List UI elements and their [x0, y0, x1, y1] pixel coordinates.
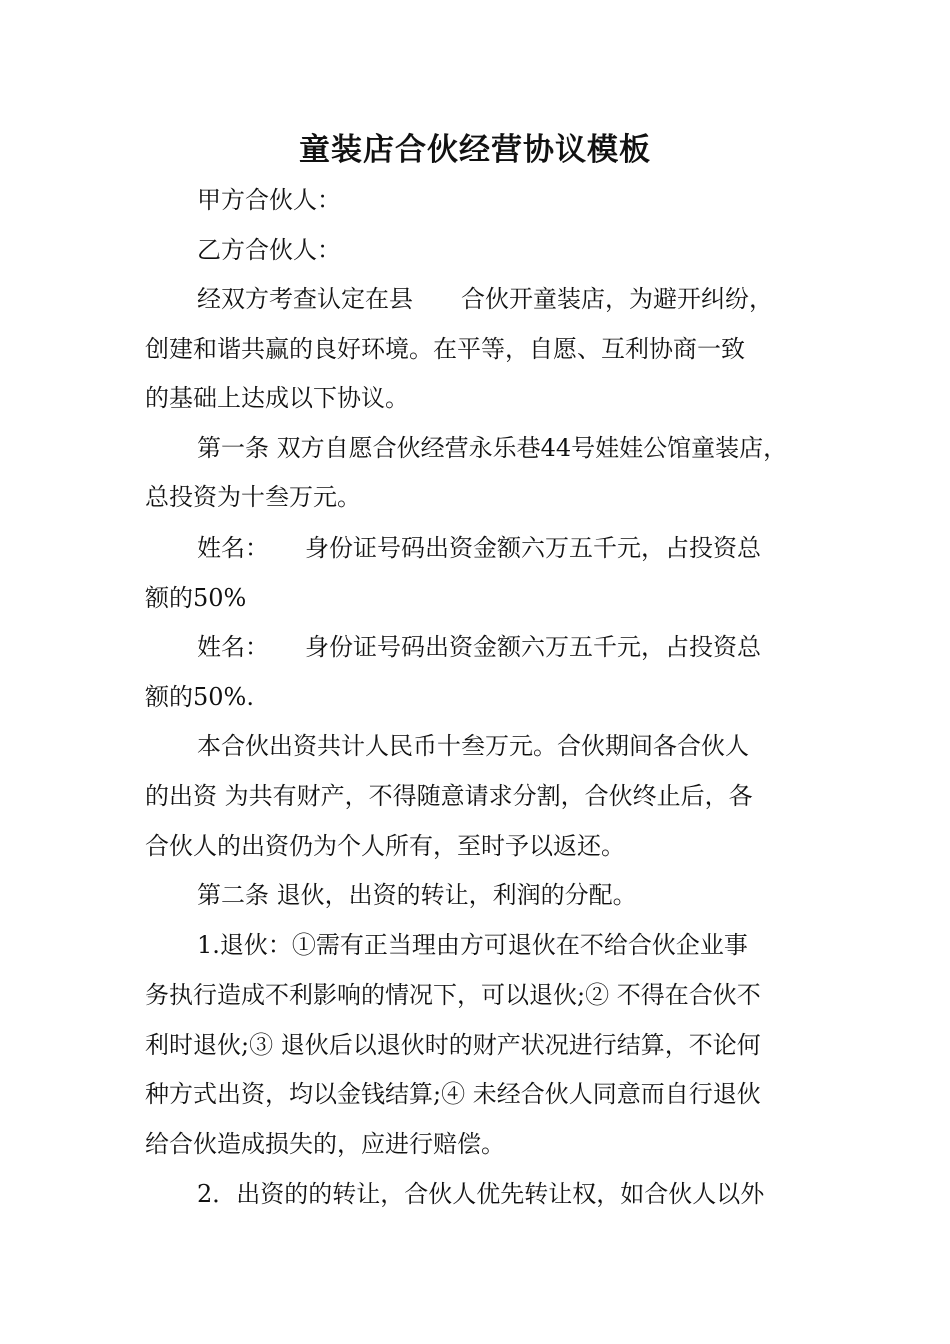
text-line: 姓名： 身份证号码出资金额六万五千元，占投资总 — [197, 534, 761, 562]
text-line: 种方式出资，均以金钱结算;④ 未经合伙人同意而自行退伙 — [145, 1080, 761, 1108]
text-line: 利时退伙;③ 退伙后以退伙时的财产状况进行结算，不论何 — [145, 1031, 761, 1059]
text-line: 乙方合伙人： — [197, 236, 341, 264]
text-line: 总投资为十叁万元。 — [145, 483, 361, 511]
text-line: 创建和谐共赢的良好环境。在平等，自愿、互利协商一致 — [145, 335, 745, 363]
text-line: 给合伙造成损失的，应进行赔偿。 — [145, 1130, 505, 1158]
text-line: 本合伙出资共计人民币十叁万元。合伙期间各合伙人 — [197, 732, 749, 760]
text-line: 1.退伙：①需有正当理由方可退伙在不给合伙企业事 — [197, 931, 748, 959]
text-line: 经双方考查认定在县 合伙开童装店，为避开纠纷， — [197, 285, 773, 313]
text-line: 的基础上达成以下协议。 — [145, 384, 409, 412]
text-line: 务执行造成不利影响的情况下，可以退伙;② 不得在合伙不 — [145, 981, 761, 1009]
text-line: 额的50% — [145, 584, 247, 612]
text-line: 甲方合伙人： — [197, 186, 341, 214]
text-line: 第二条 退伙，出资的转让，利润的分配。 — [197, 881, 637, 909]
text-line: 合伙人的出资仍为个人所有，至时予以返还。 — [145, 832, 625, 860]
document-title: 童装店合伙经营协议模板 — [299, 132, 651, 168]
text-line: 额的50%. — [145, 683, 254, 711]
text-line: 姓名： 身份证号码出资金额六万五千元，占投资总 — [197, 633, 761, 661]
text-line: 的出资 为共有财产，不得随意请求分割，合伙终止后，各 — [145, 782, 753, 810]
text-line: 第一条 双方自愿合伙经营永乐巷44号娃娃公馆童装店， — [197, 434, 788, 462]
text-line: 2．出资的的转让，合伙人优先转让权，如合伙人以外 — [197, 1180, 765, 1208]
